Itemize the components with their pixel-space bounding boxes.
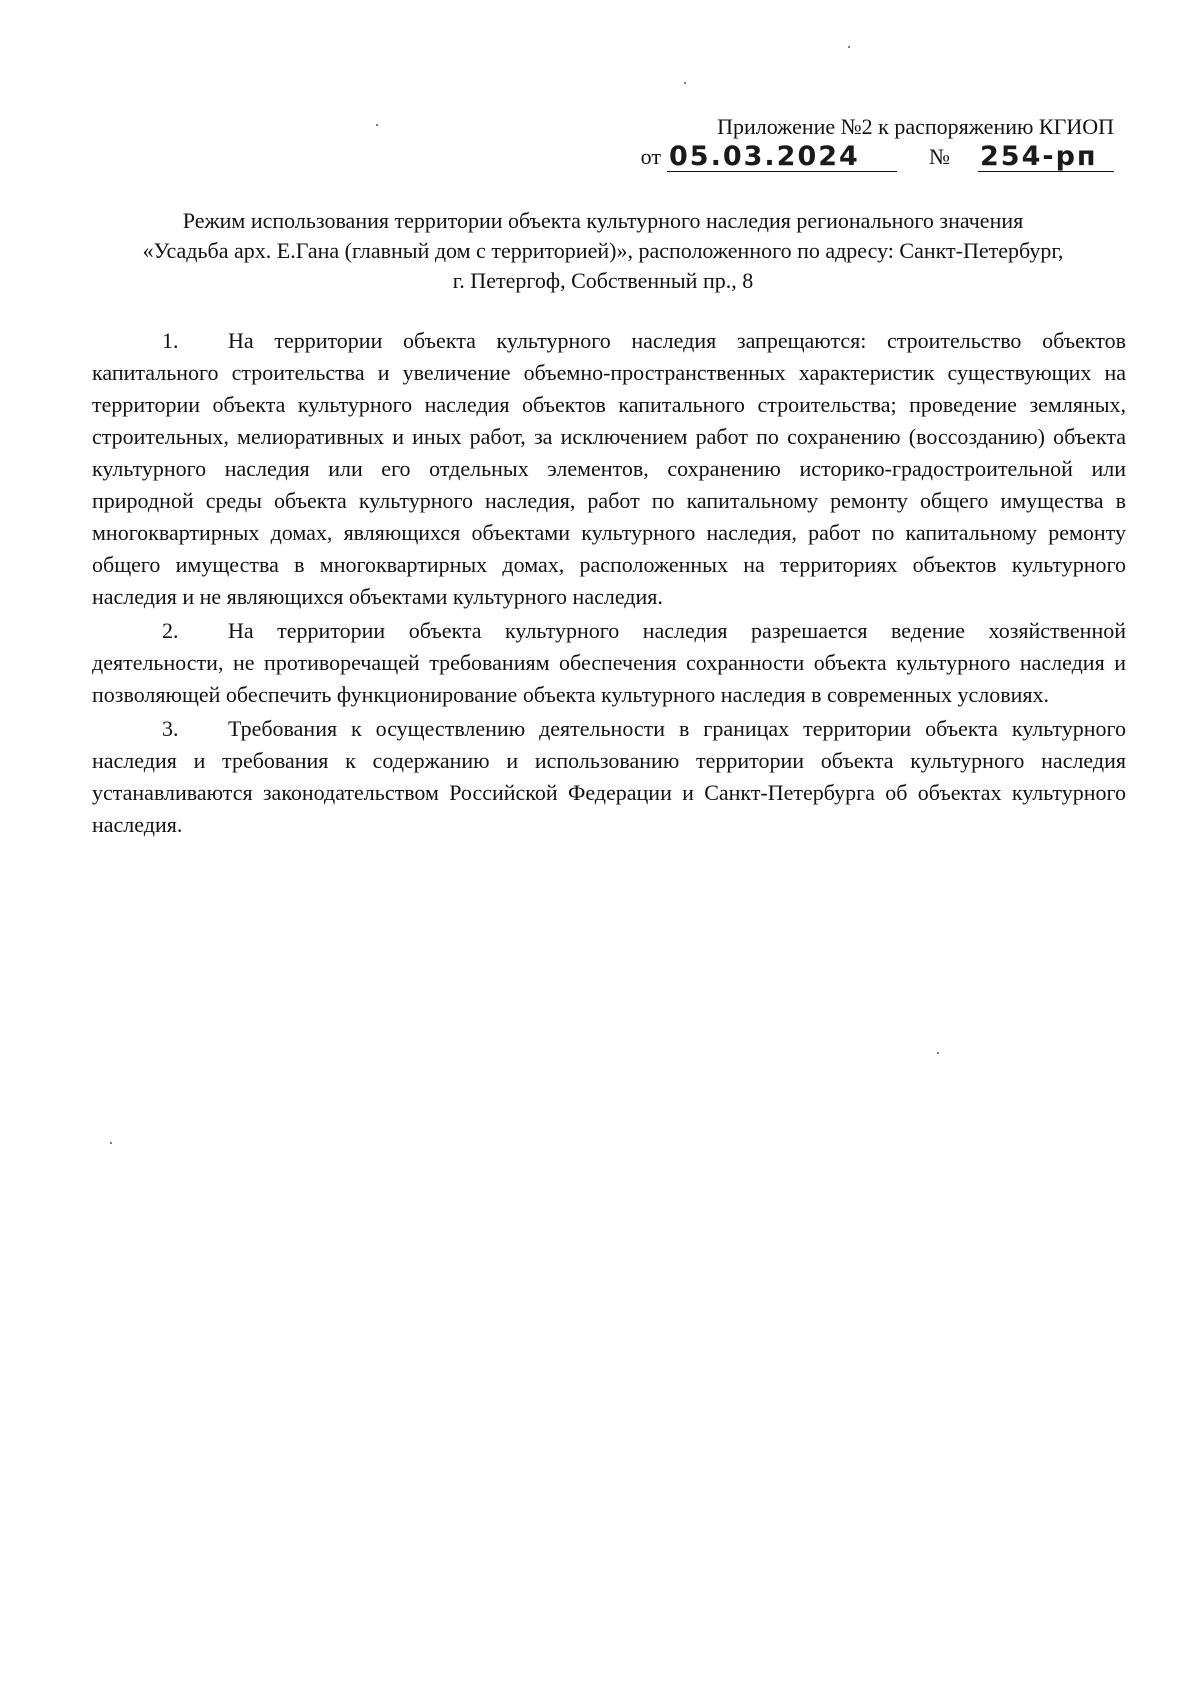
title-line-3: г. Петергоф, Собственный пр., 8 [452, 268, 754, 293]
scan-speck [684, 82, 686, 84]
item-text: Требования к осуществлению деятельности в границах территории объекта культурного наследия и требования к содержанию и использованию территории объекта культурного наследия устанавливаются законодательством Российской Федерации и Санкт-Петербурга об объектах культурного наследия. [92, 716, 1126, 837]
document-title [92, 206, 1114, 296]
appendix-title: Приложение №2 к распоряжению КГИОП [717, 114, 1114, 139]
title-line-2: «Усадьба арх. Е.Гана (главный дом с территорией)», расположенного по адресу: Санкт-Петербург, [142, 238, 1064, 263]
document-body [92, 325, 1126, 843]
list-item [92, 713, 1126, 841]
order-reference [641, 142, 1114, 172]
from-label: от [640, 144, 661, 169]
item-number: 2. [162, 618, 179, 643]
item-number: 3. [162, 716, 179, 741]
list-item [92, 615, 1126, 711]
scan-speck [848, 46, 850, 48]
appendix-header [641, 112, 1114, 172]
scan-speck [937, 1052, 939, 1054]
scan-speck [376, 124, 378, 126]
handwritten-number: 254-рп [978, 143, 1114, 172]
handwritten-date: 05.03.2024 [667, 143, 897, 172]
list-item [92, 325, 1126, 613]
item-text: На территории объекта культурного наследия запрещаются: строительство объектов капитального строительства и увеличение объемно-пространственных характеристик существующих на территории объекта культурного наследия объектов капитального строительства; проведение земляных, строительных, мелиоративных и иных работ, за исключением работ по сохранению (воссозданию) объекта культурного наследия или его отдельных элементов, сохранению историко-градостроительной или природной среды объекта культурного наследия, работ по капитальному ремонту общего имущества в многоквартирных домах, являющихся объектами культурного наследия, работ по капитальному ремонту общего имущества в многоквартирных домах, расположенных на территориях объектов культурного наследия и не являющихся объектами культурного наследия. [92, 328, 1126, 609]
item-number: 1. [162, 328, 179, 353]
scan-speck [110, 1142, 112, 1144]
item-text: На территории объекта культурного наследия разрешается ведение хозяйственной деятельности, не противоречащей требованиям обеспечения сохранности объекта культурного наследия и позволяющей обеспечить функционирование объекта культурного наследия в современных условиях. [92, 618, 1126, 707]
number-sign: № [929, 144, 950, 169]
title-line-1: Режим использования территории объекта культурного наследия регионального значения [182, 208, 1024, 233]
